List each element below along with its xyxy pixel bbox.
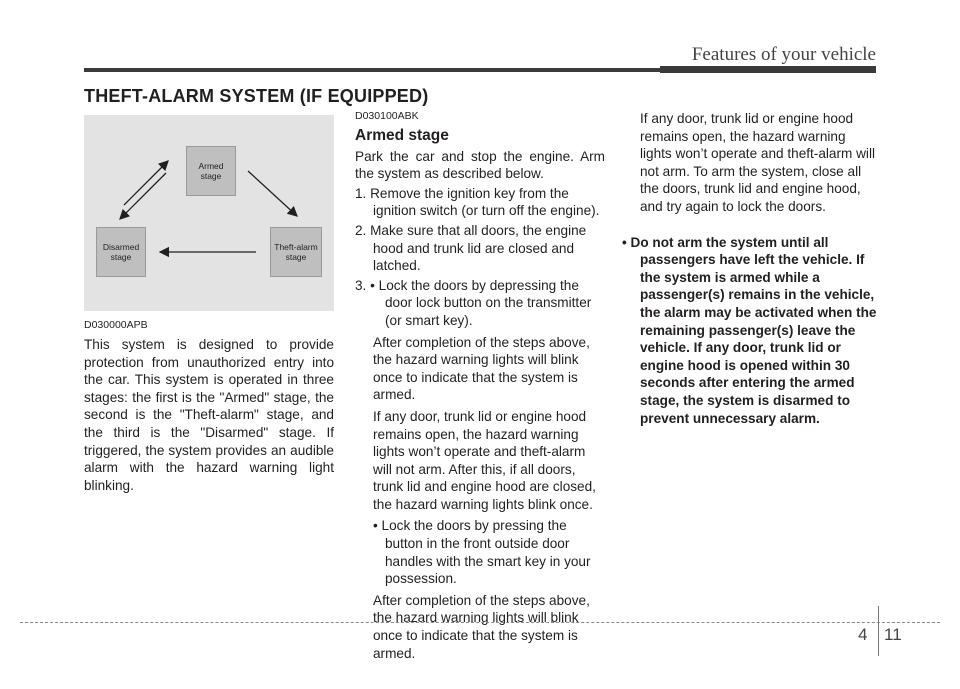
header-title: Features of your vehicle [691,44,876,65]
footer-rule [20,622,940,623]
diagram-arrows [84,115,334,311]
armed-stage-heading: Armed stage [355,127,449,144]
chapter-number: 4 [858,625,868,644]
disarmed-stage-box: Disarmed stage [96,227,146,277]
intro-paragraph: This system is designed to provide protection from unauthorized entry into the car. This system is operated in three stages: the first is the "Armed" stage, the second is the "Theft-alarm" stage, and the third is the "Disarmed" stage. If triggered, the system provides an audible alarm with the hazard warning light blinking. [84,337,334,493]
step-3: 3. • Lock the doors by depressing the door lock button on the transmitter (or smart key). [355,277,592,328]
stage-diagram [84,115,334,311]
warning-bullet: • Do not arm the system until all passengers have left the vehicle. If the system is armed while a passenger(s) remains in the vehicle, the alarm may be activated when the remaining passenger(s) leave the vehicle. If any door, trunk lid or engine hood is opened within 30 seconds after entering the armed stage, the system is disarmed to prevent unnecessary alarm. [622,234,877,426]
column-3 [622,110,878,429]
step-3-result: After completion of the steps above, the hazard warning lights will blink once to indicate that the system is armed. [373,334,590,403]
section-code: D030000APB [84,319,148,331]
armed-intro: Park the car and stop the engine. Arm the system as described below. [355,148,605,182]
smart-key-bullet: • Lock the doors by pressing the button in the front outside door handles with the smart key in your possession. [373,518,591,587]
column-2 [355,110,605,666]
step-1: 1. Remove the ignition key from the ignition switch (or turn off the engine). [355,185,600,219]
step-3-note: If any door, trunk lid or engine hood remains open, the hazard warning lights won’t operate and theft-alarm will not arm. After this, if all doors, trunk lid and engine hood are closed, the hazard warning lights blink once. [373,408,596,512]
page-number-separator [878,606,879,656]
theft-alarm-stage-box: Theft-alarm stage [270,227,322,277]
header-rule-accent [660,66,876,73]
armed-stage-box: Armed stage [186,146,236,196]
page-number: 11 [884,625,902,644]
step-2: 2. Make sure that all doors, the engine hood and trunk lid are closed and latched. [355,222,587,274]
column-1 [84,115,334,494]
armed-code: D030100ABK [355,110,419,122]
smart-key-result: After completion of the steps above, the hazard warning lights will blink once to indicate that the system is armed. [373,592,590,661]
section-title: THEFT-ALARM SYSTEM (IF EQUIPPED) [84,86,429,106]
open-door-note: If any door, trunk lid or engine hood remains open, the hazard warning lights won’t operate and theft-alarm will not arm. To arm the system, close all the doors, trunk lid and engine hood, and try again to lock the doors. [640,111,875,214]
